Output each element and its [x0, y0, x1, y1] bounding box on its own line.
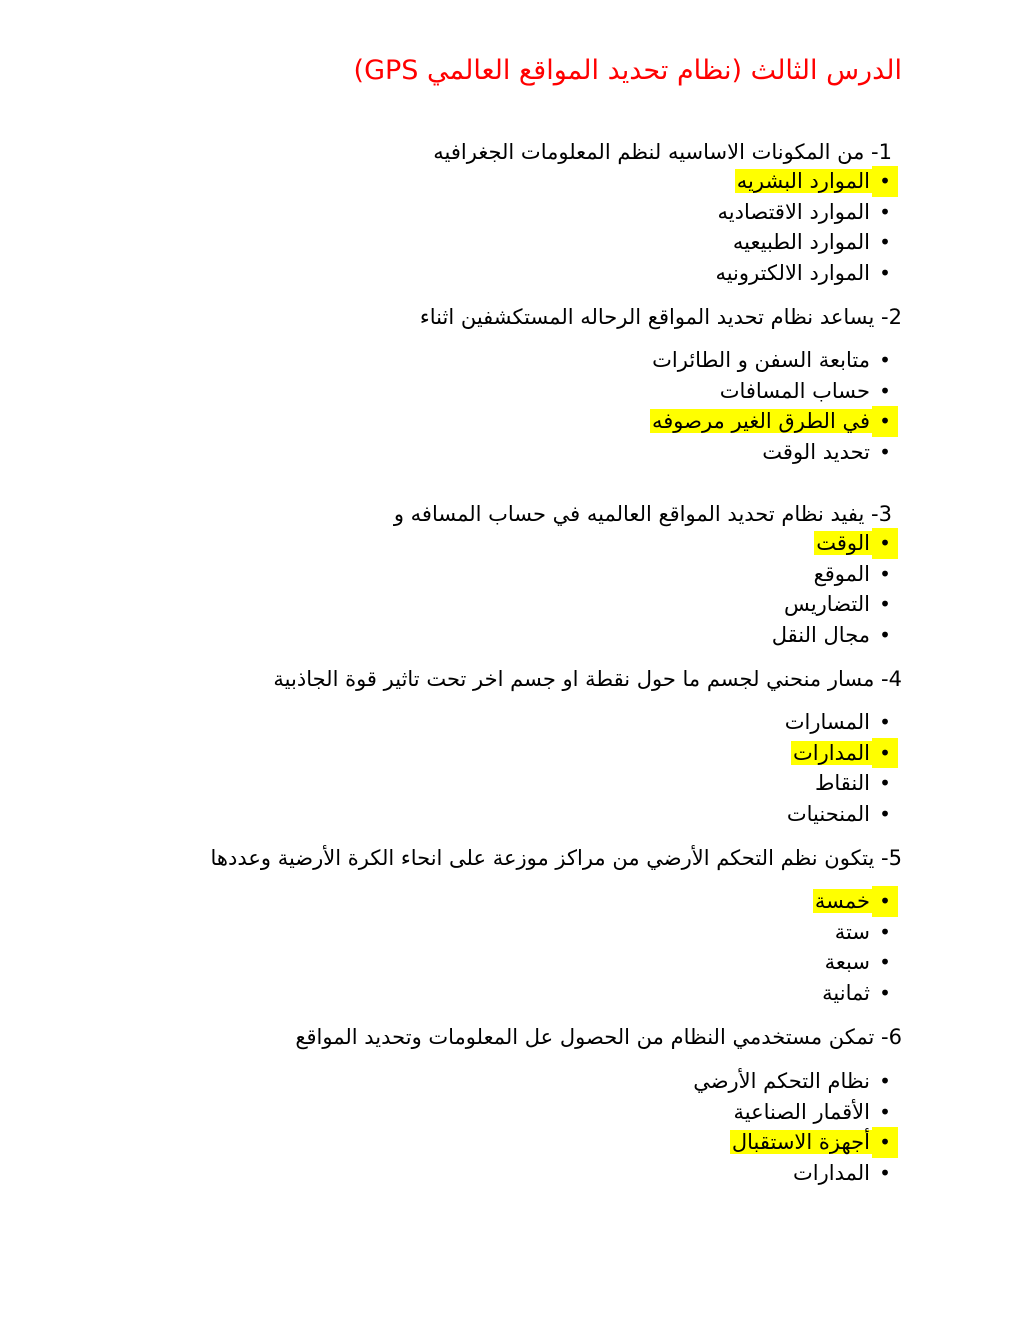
question-4: [273, 664, 902, 694]
options-list-4: [783, 707, 891, 829]
question-text: يساعد نظام تحديد المواقع الرحاله المستكشفين اثناء: [419, 305, 875, 329]
option-item: [713, 166, 891, 197]
bullet-icon: •: [879, 230, 891, 254]
bullet-icon: •: [872, 406, 898, 437]
option-text: مجال النقل: [771, 622, 870, 647]
bullet-icon: •: [872, 166, 898, 197]
option-item: [813, 917, 891, 948]
options-list-3: [770, 528, 891, 650]
option-item: [813, 978, 891, 1009]
option-text: تحديد الوقت: [762, 439, 870, 464]
question-5: [211, 843, 902, 873]
option-item: [813, 947, 891, 978]
option-item: [691, 1127, 891, 1158]
bullet-icon: •: [879, 1069, 891, 1093]
option-item: [783, 768, 891, 799]
option-text: الموارد الاقتصاديه: [717, 199, 870, 224]
bullet-icon: •: [879, 1160, 891, 1185]
option-item: [713, 227, 891, 258]
options-list-1: [713, 166, 891, 288]
bullet-icon: •: [879, 980, 891, 1005]
question-6: [295, 1022, 902, 1052]
option-text: أجهزة الاستقبال: [731, 1130, 870, 1154]
option-item: [783, 707, 891, 738]
bullet-icon: •: [879, 199, 891, 224]
question-number: 6-: [881, 1025, 902, 1049]
bullet-icon: •: [879, 622, 891, 647]
option-text: ثمانية: [822, 980, 870, 1005]
option-item: [770, 589, 891, 620]
option-item: [770, 528, 891, 559]
bullet-icon: •: [879, 378, 891, 403]
option-item: [691, 1158, 891, 1189]
option-text: المدارات: [793, 740, 870, 765]
question-text: يتكون نظم التحكم الأرضي من مراكز موزعة على انحاء الكرة الأرضية وعددها: [210, 846, 875, 870]
option-text: المسارات: [784, 710, 870, 734]
option-item: [813, 886, 891, 917]
option-text: المنحنيات: [786, 801, 870, 826]
question-text: تمكن مستخدمي النظام من الحصول عل المعلومات وتحديد المواقع: [295, 1025, 875, 1049]
option-text: في الطرق الغير مرصوفه: [651, 409, 870, 433]
option-item: [691, 1097, 891, 1128]
option-item: [650, 376, 891, 407]
option-text: الموارد الطبيعيه: [732, 230, 870, 254]
question-1: [433, 137, 892, 167]
option-item: [691, 1066, 891, 1097]
question-3: [394, 499, 892, 529]
option-item: [650, 406, 891, 437]
bullet-icon: •: [879, 771, 891, 795]
option-item: [783, 738, 891, 769]
question-number: 2-: [881, 305, 902, 329]
option-text: ستة: [834, 919, 870, 944]
option-text: متابعة السفن و الطائرات: [652, 348, 870, 372]
option-text: الموارد البشريه: [736, 169, 870, 193]
bullet-icon: •: [879, 919, 891, 944]
option-text: النقاط: [814, 771, 870, 795]
option-text: المدارات: [793, 1160, 870, 1185]
question-number: 1-: [871, 140, 892, 164]
option-item: [650, 345, 891, 376]
bullet-icon: •: [872, 886, 898, 917]
question-number: 3-: [871, 502, 892, 526]
option-item: [783, 799, 891, 830]
option-text: التضاريس: [784, 592, 870, 616]
bullet-icon: •: [879, 1099, 891, 1124]
bullet-icon: •: [879, 348, 891, 372]
question-text: من المكونات الاساسيه لنظم المعلومات الجغرافيه: [433, 140, 865, 164]
options-list-6: [691, 1066, 891, 1188]
bullet-icon: •: [872, 738, 898, 769]
bullet-icon: •: [879, 592, 891, 616]
option-text: الوقت: [816, 531, 870, 555]
option-item: [650, 437, 891, 468]
options-list-2: [650, 345, 891, 467]
option-text: نظام التحكم الأرضي: [693, 1069, 870, 1093]
option-item: [713, 197, 891, 228]
bullet-icon: •: [879, 710, 891, 734]
options-list-5: [813, 886, 891, 1008]
option-text: الأقمار الصناعية: [733, 1099, 870, 1124]
option-text: سبعة: [824, 950, 870, 974]
option-text: الموارد الالكترونيه: [715, 260, 870, 285]
question-2: [420, 302, 902, 332]
lesson-title: الدرس الثالث (نظام تحديد المواقع العالمي GPS): [353, 55, 902, 86]
option-item: [770, 620, 891, 651]
bullet-icon: •: [879, 950, 891, 974]
question-number: 5-: [881, 846, 902, 870]
bullet-icon: •: [879, 801, 891, 826]
bullet-icon: •: [872, 1127, 898, 1158]
option-text: الموقع: [813, 561, 870, 586]
question-number: 4-: [881, 667, 902, 691]
bullet-icon: •: [872, 528, 898, 559]
option-text: خمسة: [814, 889, 870, 913]
bullet-icon: •: [879, 561, 891, 586]
question-text: مسار منحني لجسم ما حول نقطة او جسم اخر تحت تاثير قوة الجاذبية: [273, 667, 875, 691]
question-text: يفيد نظام تحديد المواقع العالميه في حساب المسافه و: [393, 502, 865, 526]
bullet-icon: •: [879, 260, 891, 285]
option-text: حساب المسافات: [719, 378, 870, 403]
bullet-icon: •: [879, 439, 891, 464]
option-item: [770, 559, 891, 590]
option-item: [713, 258, 891, 289]
